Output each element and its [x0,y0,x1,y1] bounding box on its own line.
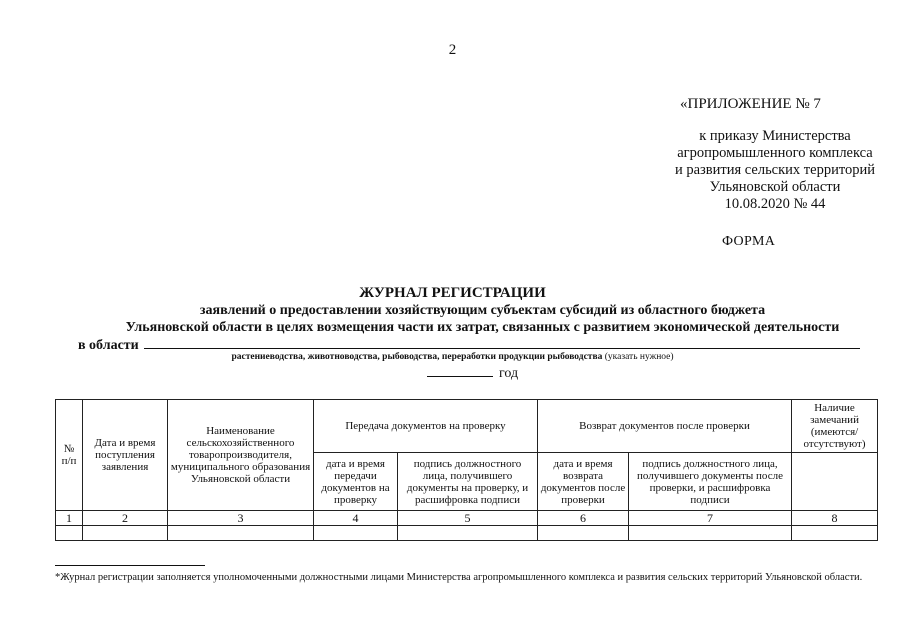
header-transfer-signature: подпись должностного лица, получившего документы на проверку, и расшифровка подписи [398,453,538,511]
form-label: ФОРМА [722,234,776,249]
column-number: 8 [792,511,878,526]
column-number: 1 [56,511,83,526]
year-fill-row [427,364,518,382]
order-line: и развития сельских территорий [674,162,875,178]
column-number: 5 [398,511,538,526]
oblasti-blank-line[interactable] [144,336,860,349]
table-cell[interactable] [83,526,168,541]
subtitle-line: Ульяновской области в целях возмещения части их затрат, связанных с развитием экономической деятельности [125,320,840,335]
oblasti-hint [0,352,905,362]
table-cell[interactable] [538,526,629,541]
appendix-heading: «ПРИЛОЖЕНИЕ № 7 [680,96,821,112]
footnote: *Журнал регистрации заполняется уполномоченными должностными лицами Министерства агропромышленного комплекса и развития сельских территорий Ульяновской области. [55,572,863,583]
order-line: к приказу Министерства [699,128,851,144]
header-remarks-blank [792,453,878,511]
header-remarks: Наличие замечаний (имеются/отсутствуют) [792,400,878,453]
header-return-group: Возврат документов после проверки [538,400,792,453]
header-date-received: Дата и время поступления заявления [83,400,168,511]
hint-note: (указать нужное) [604,352,674,362]
order-line: агропромышленного комплекса [677,145,873,161]
column-number: 6 [538,511,629,526]
column-number: 7 [629,511,792,526]
year-blank-line[interactable] [427,364,493,377]
column-numbers-row [56,511,878,526]
column-number: 4 [314,511,398,526]
oblasti-label: в области [78,338,139,353]
subtitle-line: заявлений о предоставлении хозяйствующим субъектам субсидий из областного бюджета [199,303,766,318]
table-cell[interactable] [168,526,314,541]
footnote-divider [55,565,205,566]
column-number: 3 [168,511,314,526]
column-number: 2 [83,511,168,526]
header-producer-name: Наименование сельскохозяйственного товаропроизводителя, муниципального образования Ульяновской области [168,400,314,511]
registration-journal-table [55,399,878,541]
hint-options: растениеводства, животноводства, рыбоводства, переработки продукции рыбоводства [231,352,603,362]
table-cell[interactable] [792,526,878,541]
table-row [56,526,878,541]
document-subtitle [60,302,905,336]
header-no: № п/п [56,400,83,511]
table-cell[interactable] [398,526,538,541]
order-date-number: 10.08.2020 № 44 [724,196,826,212]
header-transfer-group: Передача документов на проверку [314,400,538,453]
header-return-signature: подпись должностного лица, получившего документы после проверки, и расшифровка подписи [629,453,792,511]
order-line: Ульяновской области [709,179,841,195]
header-return-date: дата и время возврата документов после проверки [538,453,629,511]
table-cell[interactable] [314,526,398,541]
header-transfer-date: дата и время передачи документов на проверку [314,453,398,511]
document-title: ЖУРНАЛ РЕГИСТРАЦИИ [359,285,546,301]
table-cell[interactable] [629,526,792,541]
order-reference [640,128,905,213]
year-label: год [499,366,519,381]
table-cell[interactable] [56,526,83,541]
page-number: 2 [448,42,457,58]
